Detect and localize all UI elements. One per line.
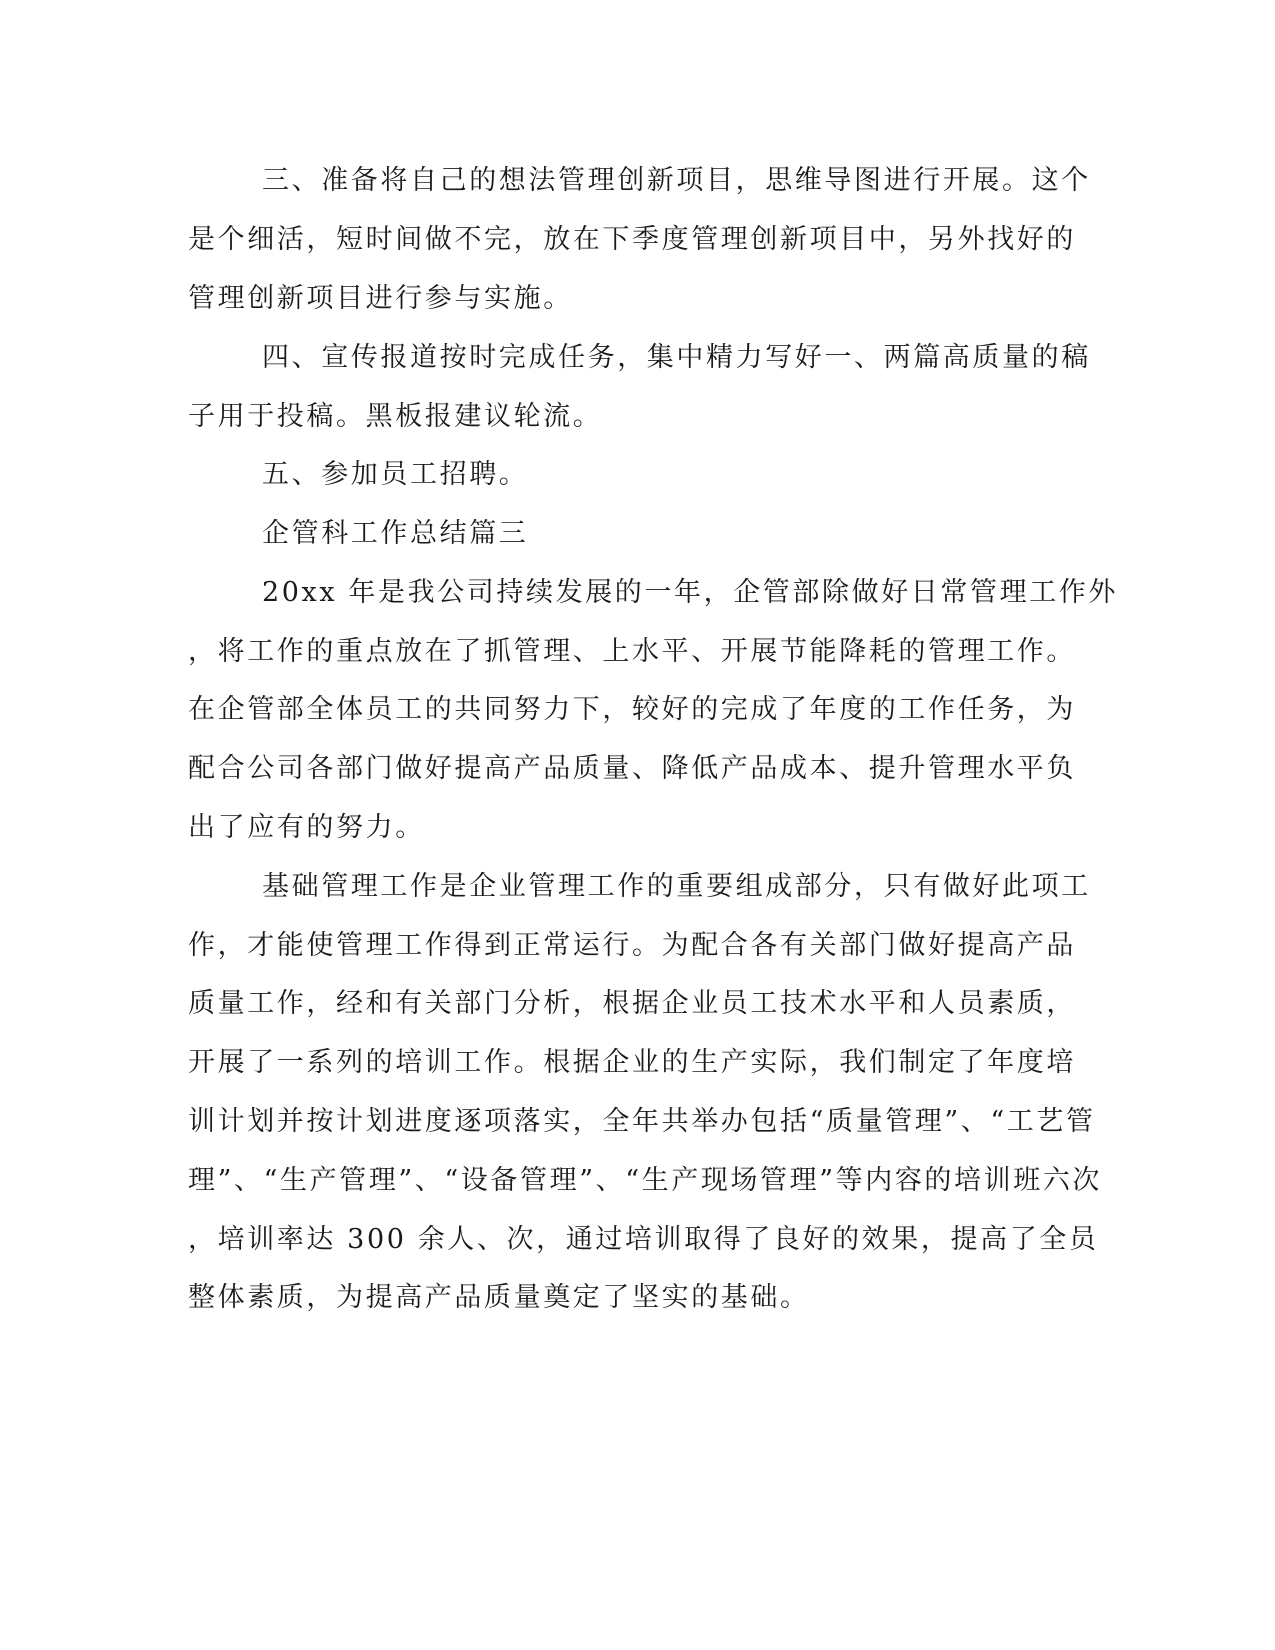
paragraph-line: 四、宣传报道按时完成任务，集中精力写好一、两篇高质量的稿 (262, 342, 1091, 373)
paragraph-line: ，培训率达 300 余人、次，通过培训取得了良好的效果，提高了全员 (188, 1224, 1099, 1255)
section-heading: 企管科工作总结篇三 (262, 518, 529, 549)
paragraph-line: 20xx 年是我公司持续发展的一年，企管部除做好日常管理工作外 (262, 577, 1118, 608)
paragraph-line: 配合公司各部门做好提高产品质量、降低产品成本、提升管理水平负 (188, 753, 1076, 784)
paragraph-line: 基础管理工作是企业管理工作的重要组成部分，只有做好此项工 (262, 871, 1091, 902)
paragraph-line: 是个细活，短时间做不完，放在下季度管理创新项目中，另外找好的 (188, 224, 1076, 255)
paragraph-line: 作，才能使管理工作得到正常运行。为配合各有关部门做好提高产品 (188, 930, 1076, 961)
paragraph-line: 开展了一系列的培训工作。根据企业的生产实际，我们制定了年度培 (188, 1047, 1076, 1078)
paragraph-line: 管理创新项目进行参与实施。 (188, 283, 573, 314)
paragraph-line: 子用于投稿。黑板报建议轮流。 (188, 401, 603, 432)
paragraph-line: 质量工作，经和有关部门分析，根据企业员工技术水平和人员素质， (188, 988, 1076, 1019)
paragraph-line: 在企管部全体员工的共同努力下，较好的完成了年度的工作任务，为 (188, 694, 1076, 725)
paragraph-line: 整体素质，为提高产品质量奠定了坚实的基础。 (188, 1282, 810, 1313)
paragraph-line: 出了应有的努力。 (188, 812, 425, 843)
paragraph-line: 三、准备将自己的想法管理创新项目，思维导图进行开展。这个 (262, 165, 1091, 196)
paragraph-line: 五、参加员工招聘。 (262, 459, 529, 490)
paragraph-line: ，将工作的重点放在了抓管理、上水平、开展节能降耗的管理工作。 (188, 636, 1076, 667)
paragraph-line: 训计划并按计划进度逐项落实，全年共举办包括“质量管理”、“工艺管 (188, 1106, 1096, 1137)
paragraph-line: 理”、“生产管理”、“设备管理”、“生产现场管理”等内容的培训班六次 (188, 1165, 1103, 1196)
